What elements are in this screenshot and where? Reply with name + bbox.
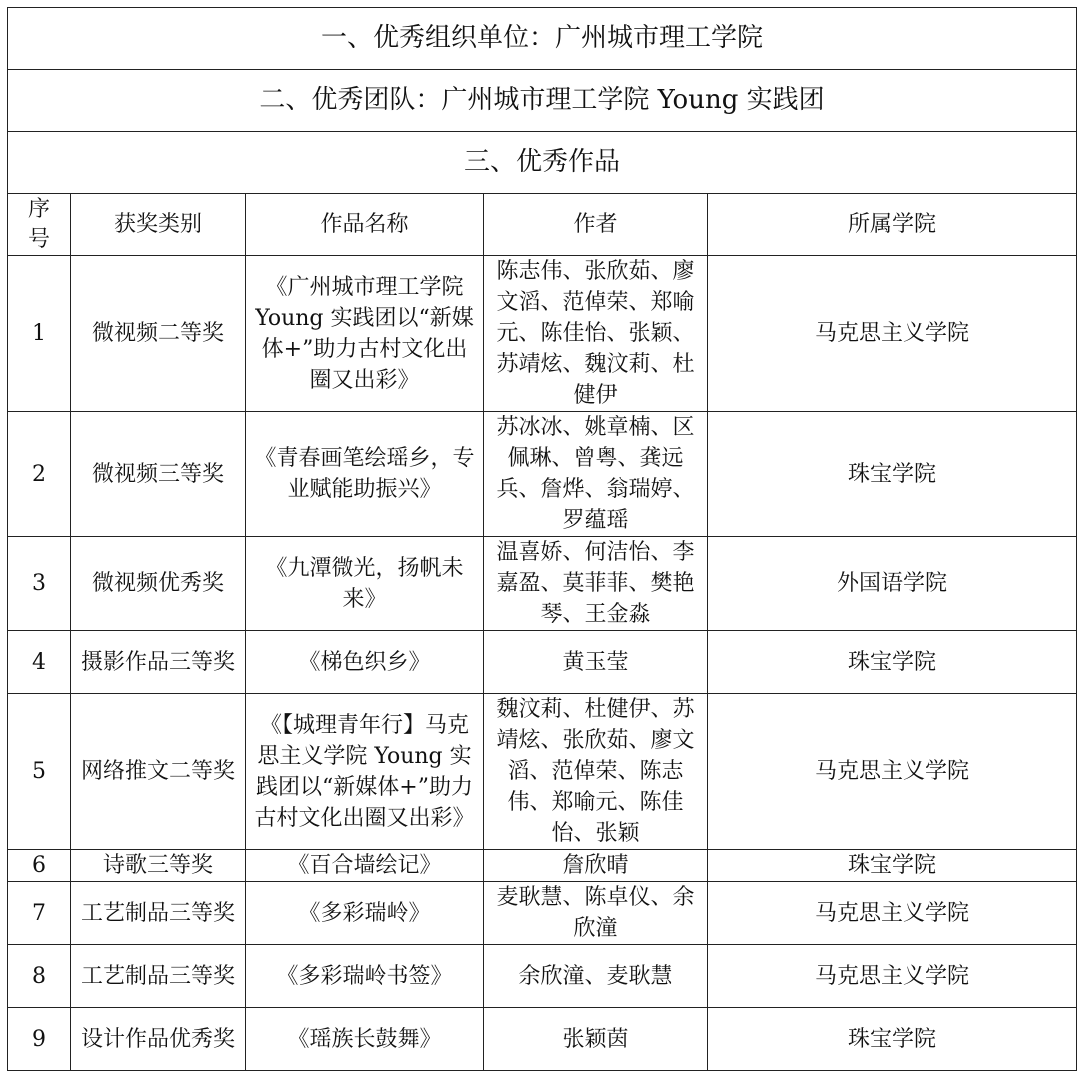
cell-category: 工艺制品三等奖 — [71, 882, 246, 945]
cell-author: 温喜娇、何洁怡、李嘉盈、莫菲菲、樊艳琴、王金淼 — [484, 537, 708, 631]
cell-work: 《多彩瑞岭》 — [246, 882, 484, 945]
header-college: 所属学院 — [708, 194, 1077, 256]
cell-category: 微视频二等奖 — [71, 256, 246, 412]
cell-author: 魏汶莉、杜健伊、苏靖炫、张欣茹、廖文滔、范倬荣、陈志伟、郑喻元、陈佳怡、张颖 — [484, 694, 708, 850]
cell-author: 詹欣晴 — [484, 850, 708, 882]
table-row — [8, 850, 1077, 882]
cell-work: 《青春画笔绘瑶乡，专业赋能助振兴》 — [246, 412, 484, 537]
header-category: 获奖类别 — [71, 194, 246, 256]
cell-category: 工艺制品三等奖 — [71, 945, 246, 1008]
section-row — [8, 132, 1077, 194]
table-row — [8, 945, 1077, 1008]
table-row — [8, 412, 1077, 537]
cell-author: 麦耿慧、陈卓仪、余欣潼 — [484, 882, 708, 945]
cell-author: 张颖茵 — [484, 1008, 708, 1071]
section-title-team: 二、优秀团队：广州城市理工学院 Young 实践团 — [8, 70, 1077, 132]
cell-author: 黄玉莹 — [484, 631, 708, 694]
cell-seq: 1 — [8, 256, 71, 412]
table-header-row — [8, 194, 1077, 256]
cell-seq: 4 — [8, 631, 71, 694]
section-title-organization: 一、优秀组织单位：广州城市理工学院 — [8, 8, 1077, 70]
header-author: 作者 — [484, 194, 708, 256]
cell-college: 马克思主义学院 — [708, 882, 1077, 945]
cell-author: 余欣潼、麦耿慧 — [484, 945, 708, 1008]
cell-category: 网络推文二等奖 — [71, 694, 246, 850]
cell-seq: 3 — [8, 537, 71, 631]
cell-college: 珠宝学院 — [708, 1008, 1077, 1071]
cell-work: 《梯色织乡》 — [246, 631, 484, 694]
cell-work: 《【城理青年行】马克思主义学院 Young 实践团以“新媒体+”助力古村文化出圈又出彩》 — [246, 694, 484, 850]
cell-seq: 6 — [8, 850, 71, 882]
cell-college: 马克思主义学院 — [708, 945, 1077, 1008]
header-work: 作品名称 — [246, 194, 484, 256]
cell-category: 设计作品优秀奖 — [71, 1008, 246, 1071]
cell-seq: 9 — [8, 1008, 71, 1071]
cell-work: 《广州城市理工学院 Young 实践团以“新媒体+”助力古村文化出圈又出彩》 — [246, 256, 484, 412]
cell-category: 诗歌三等奖 — [71, 850, 246, 882]
cell-college: 马克思主义学院 — [708, 256, 1077, 412]
cell-category: 微视频优秀奖 — [71, 537, 246, 631]
cell-college: 外国语学院 — [708, 537, 1077, 631]
table-row — [8, 694, 1077, 850]
table-row — [8, 537, 1077, 631]
cell-category: 微视频三等奖 — [71, 412, 246, 537]
cell-work: 《九潭微光，扬帆未来》 — [246, 537, 484, 631]
award-table — [7, 7, 1077, 1071]
cell-category: 摄影作品三等奖 — [71, 631, 246, 694]
cell-college: 珠宝学院 — [708, 631, 1077, 694]
cell-college: 珠宝学院 — [708, 850, 1077, 882]
cell-college: 马克思主义学院 — [708, 694, 1077, 850]
cell-college: 珠宝学院 — [708, 412, 1077, 537]
table-row — [8, 1008, 1077, 1071]
cell-seq: 2 — [8, 412, 71, 537]
cell-seq: 5 — [8, 694, 71, 850]
cell-work: 《百合墙绘记》 — [246, 850, 484, 882]
table-row — [8, 882, 1077, 945]
header-seq: 序号 — [8, 194, 71, 256]
table-row — [8, 256, 1077, 412]
cell-work: 《瑶族长鼓舞》 — [246, 1008, 484, 1071]
cell-work: 《多彩瑞岭书签》 — [246, 945, 484, 1008]
cell-author: 陈志伟、张欣茹、廖文滔、范倬荣、郑喻元、陈佳怡、张颖、苏靖炫、魏汶莉、杜健伊 — [484, 256, 708, 412]
section-row — [8, 8, 1077, 70]
cell-seq: 8 — [8, 945, 71, 1008]
cell-seq: 7 — [8, 882, 71, 945]
section-row — [8, 70, 1077, 132]
cell-author: 苏冰冰、姚章楠、区佩琳、曾粤、龚远兵、詹烨、翁瑞婷、罗蕴瑶 — [484, 412, 708, 537]
table-row — [8, 631, 1077, 694]
section-title-works: 三、优秀作品 — [8, 132, 1077, 194]
